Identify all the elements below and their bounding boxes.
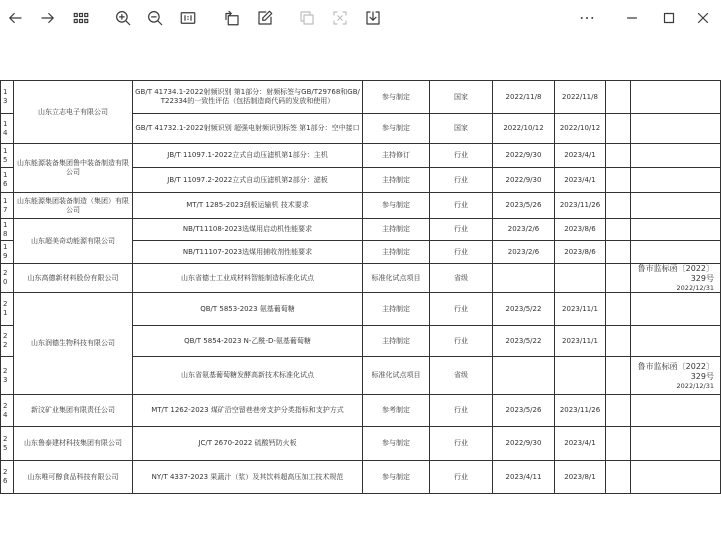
company-cell: 山东润德生物科技有限公司 [14,293,133,395]
table-row [1,264,721,293]
standard-cell: NB/T11107-2023选煤用捕收剂性能要求 [133,241,363,264]
end-date-cell: 2023/11/26 [555,193,606,219]
start-date-cell: 2022/9/30 [493,144,555,168]
copy-icon[interactable] [295,6,319,30]
start-date-cell: 2023/5/22 [493,326,555,357]
level-cell: 行业 [430,144,493,168]
company-cell: 山东立志电子有限公司 [14,81,133,144]
download-icon[interactable] [361,6,385,30]
level-cell: 行业 [430,193,493,219]
table-row [1,193,721,219]
zoom-in-icon[interactable] [111,6,135,30]
rotate-icon[interactable] [220,6,244,30]
minimize-icon[interactable] [620,6,644,30]
end-date-cell: 2022/10/12 [555,114,606,144]
start-date-cell [493,264,555,293]
end-date-cell [555,357,606,395]
close-icon[interactable] [691,6,715,30]
viewer-toolbar [0,0,721,36]
start-date-cell: 2023/5/26 [493,395,555,427]
end-date-cell: 2023/8/6 [555,241,606,264]
level-cell: 行业 [430,461,493,494]
level-cell: 省级 [430,264,493,293]
start-date-cell: 2023/4/11 [493,461,555,494]
level-cell: 国家 [430,114,493,144]
table-row [1,461,721,494]
role-cell: 参与制定 [363,427,430,461]
note-cell [631,357,721,395]
role-cell: 标准化试点项目 [363,264,430,293]
blank-cell [606,461,631,494]
table-row [1,81,721,114]
start-date-cell: 2023/5/22 [493,293,555,326]
crop-icon[interactable] [328,6,352,30]
note-document-number: 鲁市监标函〔2022〕329号 [637,361,714,381]
note-cell [631,219,721,241]
table-row [1,144,721,168]
role-cell: 主持制定 [363,168,430,193]
role-cell: 参与制定 [363,193,430,219]
document-page [0,36,721,536]
role-cell: 主持修订 [363,144,430,168]
row-number: 13 [1,81,14,114]
more-icon[interactable] [575,6,599,30]
blank-cell [606,395,631,427]
grid-view-icon[interactable] [69,6,93,30]
level-cell: 行业 [430,219,493,241]
note-date: 2022/12/31 [676,284,714,292]
blank-cell [606,326,631,357]
row-number: 26 [1,461,14,494]
blank-cell [606,427,631,461]
row-number: 23 [1,357,14,395]
note-cell [631,427,721,461]
standard-cell: 山东省氨基葡萄糖发酵高新技术标准化试点 [133,357,363,395]
standard-cell: MT/T 1285-2023刮板运输机 技术要求 [133,193,363,219]
zoom-out-icon[interactable] [143,6,167,30]
standard-cell: MT/T 1262-2023 煤矿沿空留巷巷旁支护分类指标和支护方式 [133,395,363,427]
table-row [1,427,721,461]
role-cell: 参与制定 [363,461,430,494]
start-date-cell: 2022/9/30 [493,427,555,461]
start-date-cell: 2022/9/30 [493,168,555,193]
level-cell: 国家 [430,81,493,114]
role-cell: 参与制定 [363,114,430,144]
row-number: 16 [1,168,14,193]
table-row [1,293,721,326]
blank-cell [606,81,631,114]
row-number: 21 [1,293,14,326]
note-cell [631,326,721,357]
role-cell: 主持制定 [363,293,430,326]
blank-cell [606,193,631,219]
level-cell: 行业 [430,427,493,461]
end-date-cell: 2023/4/1 [555,144,606,168]
standard-cell: QB/T 5854-2023 N-乙酰-D-氨基葡萄糖 [133,326,363,357]
standards-table [0,80,721,494]
company-cell: 山东能源集团装备制造（集团）有限公司 [14,193,133,219]
level-cell: 行业 [430,241,493,264]
level-cell: 省级 [430,357,493,395]
note-cell [631,395,721,427]
maximize-icon[interactable] [657,6,681,30]
standard-cell: NB/T11108-2023选煤用启动机性能要求 [133,219,363,241]
role-cell: 主持制定 [363,219,430,241]
row-number: 14 [1,114,14,144]
note-cell [631,144,721,168]
blank-cell [606,144,631,168]
company-cell: 山东高德新材料股份有限公司 [14,264,133,293]
level-cell: 行业 [430,395,493,427]
standard-cell: JB/T 11097.2-2022立式自动压滤机第2部分：滤板 [133,168,363,193]
company-cell: 新汶矿业集团有限责任公司 [14,395,133,427]
role-cell: 主持制定 [363,326,430,357]
start-date-cell [493,357,555,395]
row-number: 24 [1,395,14,427]
standard-cell: NY/T 4337-2023 果蔬汁（浆）及其饮料超高压加工技术规范 [133,461,363,494]
end-date-cell: 2023/11/1 [555,326,606,357]
row-number: 19 [1,241,14,264]
note-cell [631,293,721,326]
end-date-cell: 2023/8/6 [555,219,606,241]
standard-cell: GB/T 41734.1-2022射频识别 第1部分：射频标签与GB/T29768和GB/T22334的一致性评估（包括制造商代码的发放和使用） [133,81,363,114]
row-number: 22 [1,326,14,357]
level-cell: 行业 [430,168,493,193]
role-cell: 标准化试点项目 [363,357,430,395]
role-cell: 参与制定 [363,81,430,114]
standard-cell: JC/T 2670-2022 硫酸钙防火板 [133,427,363,461]
standard-cell: GB/T 41732.1-2022射频识别 超强电射频识别标签 第1部分：空中接口 [133,114,363,144]
actual-size-icon[interactable] [176,6,200,30]
standard-cell: JB/T 11097.1-2022立式自动压滤机第1部分：主机 [133,144,363,168]
table-row [1,219,721,241]
note-cell [631,193,721,219]
end-date-cell: 2023/11/1 [555,293,606,326]
row-number: 15 [1,144,14,168]
blank-cell [606,219,631,241]
blank-cell [606,264,631,293]
end-date-cell [555,264,606,293]
note-cell [631,264,721,293]
end-date-cell: 2023/4/1 [555,427,606,461]
row-number: 25 [1,427,14,461]
level-cell: 行业 [430,326,493,357]
end-date-cell: 2023/8/1 [555,461,606,494]
note-cell [631,114,721,144]
start-date-cell: 2023/2/6 [493,241,555,264]
end-date-cell: 2023/11/26 [555,395,606,427]
blank-cell [606,293,631,326]
blank-cell [606,168,631,193]
back-icon[interactable] [3,6,27,30]
start-date-cell: 2023/5/26 [493,193,555,219]
company-cell: 山东能源装备集团鲁中装备制造有限公司 [14,144,133,193]
edit-icon[interactable] [253,6,277,30]
note-cell [631,461,721,494]
note-cell [631,241,721,264]
row-number: 18 [1,219,14,241]
note-cell [631,168,721,193]
blank-cell [606,114,631,144]
blank-cell [606,241,631,264]
start-date-cell: 2023/2/6 [493,219,555,241]
forward-icon[interactable] [36,6,60,30]
standard-cell: 山东省德士工业成材料智能制造标准化试点 [133,264,363,293]
end-date-cell: 2022/11/8 [555,81,606,114]
start-date-cell: 2022/11/8 [493,81,555,114]
level-cell: 行业 [430,293,493,326]
note-date: 2022/12/31 [676,381,714,390]
row-number: 17 [1,193,14,219]
blank-cell [606,357,631,395]
note-document-number: 鲁市监标函〔2022〕329号 [637,264,714,283]
company-cell: 山东唯可醇食品科技有限公司 [14,461,133,494]
note-cell [631,81,721,114]
start-date-cell: 2022/10/12 [493,114,555,144]
role-cell: 主持制定 [363,241,430,264]
row-number: 20 [1,264,14,293]
end-date-cell: 2023/4/1 [555,168,606,193]
company-cell: 山东超美奇动能源有限公司 [14,219,133,264]
table-row [1,395,721,427]
role-cell: 参考制定 [363,395,430,427]
standard-cell: QB/T 5853-2023 氨基葡萄糖 [133,293,363,326]
company-cell: 山东鲁泰建材科技集团有限公司 [14,427,133,461]
